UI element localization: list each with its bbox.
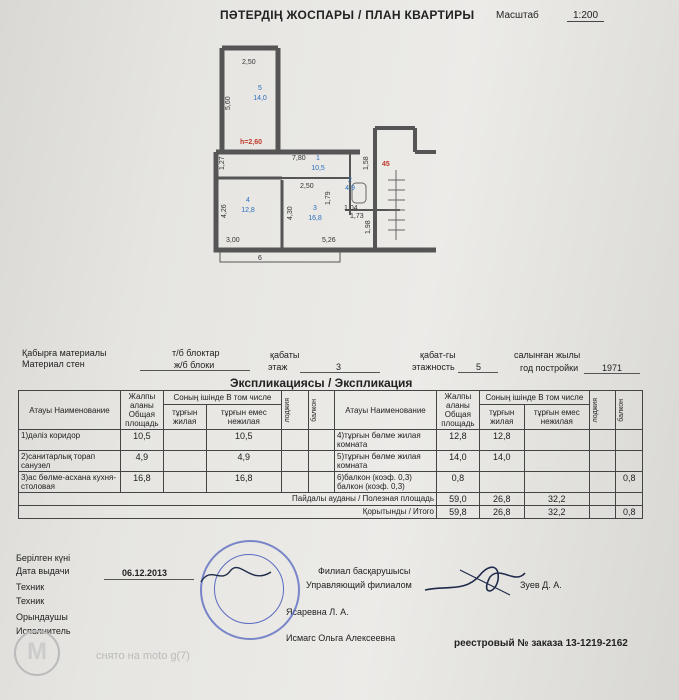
- cell-living: [163, 472, 206, 493]
- header-living-right: тұрғын жилая: [479, 405, 524, 430]
- head-signature: [420, 555, 530, 605]
- camera-watermark: снято на moto g(7): [96, 650, 190, 662]
- scale-label: Масштаб: [496, 10, 539, 21]
- total-total: 59,8: [436, 506, 479, 519]
- dim-6: 6: [258, 255, 262, 262]
- dim-1-58: 1,58: [363, 156, 370, 170]
- motorola-logo-icon: M: [14, 630, 60, 676]
- cell-total: 16,8: [120, 472, 163, 493]
- dim-1-73: 1,73: [350, 213, 364, 220]
- wall-material-value-kz: т/б блоктар: [172, 348, 220, 358]
- cell-name: 4)тұрғын бөлме жилая комната: [335, 430, 437, 451]
- dim-4-30: 4,30: [287, 206, 294, 220]
- wall-material-value-ru: ж/б блоки: [174, 360, 215, 370]
- room-2-area: 4,9: [345, 185, 355, 192]
- dim-h: h=2,60: [240, 139, 262, 146]
- dim-4-26: 4,26: [221, 204, 228, 218]
- floors-label-kz: қабат-гы: [420, 350, 456, 360]
- cell-living: [163, 451, 206, 472]
- room-4-number: 4: [246, 197, 250, 204]
- cell-living: 14,0: [479, 451, 524, 472]
- cell-total: 4,9: [120, 451, 163, 472]
- exec-label-kz: Орындаушы: [16, 612, 68, 622]
- cell-name: 2)санитарлық торап санузел: [19, 451, 121, 472]
- header-nonliving-left: тұрғын емес нежилая: [206, 405, 281, 430]
- header-loggia-right: лоджия: [591, 397, 599, 423]
- cell-total: 0,8: [436, 472, 479, 493]
- cell-nonliving: [524, 451, 589, 472]
- year-label-kz: салынған жылы: [514, 350, 581, 360]
- dim-7-80: 7,80: [292, 155, 306, 162]
- total-nonliving: 32,2: [524, 506, 589, 519]
- issued-label-ru: Дата выдачи: [16, 566, 70, 576]
- floor-label-ru: этаж: [268, 362, 288, 372]
- cell-name: 1)дәліз коридор: [19, 430, 121, 451]
- room-3-area: 16,8: [308, 215, 322, 222]
- dim-3-00: 3,00: [226, 237, 240, 244]
- dim-1-04: 1,04: [344, 205, 358, 212]
- cell-total: 14,0: [436, 451, 479, 472]
- room-2-number: 2: [348, 177, 352, 184]
- explication-table: [18, 390, 643, 519]
- floors-label-ru: этажность: [412, 362, 455, 372]
- dim-1-79: 1,79: [325, 191, 332, 205]
- stairs: [388, 170, 405, 240]
- wall-material-ru: Материал стен: [22, 359, 85, 369]
- cell-nonliving: [524, 472, 589, 493]
- page-title: ПӘТЕРДІҢ ЖОСПАРЫ / ПЛАН КВАРТИРЫ: [220, 8, 475, 22]
- cell-name: 3)ас бөлме-асхана кухня-столовая: [19, 472, 121, 493]
- year-label-ru: год постройки: [520, 363, 579, 373]
- room-4-area: 12,8: [241, 207, 255, 214]
- header-incl-right: Соның ішінде В том числе: [479, 391, 589, 405]
- header-incl-left: Соның ішінде В том числе: [163, 391, 281, 405]
- cell-balcony: [616, 451, 643, 472]
- tech-signature: [196, 560, 276, 590]
- issued-date: 06.12.2013: [122, 568, 168, 578]
- cell-living: [479, 472, 524, 493]
- floor-label-kz: қабаты: [270, 350, 300, 360]
- head-label-kz: Филиал басқарушысы: [318, 566, 411, 576]
- cell-balcony: 0,8: [616, 472, 643, 493]
- scale-value: 1:200: [567, 10, 604, 22]
- floors-value: 5: [476, 362, 482, 372]
- exec-name: Исмагс Ольга Алексеевна: [286, 633, 396, 643]
- room-3-number: 3: [313, 205, 317, 212]
- cell-living: 12,8: [479, 430, 524, 451]
- dim-1-98: 1,98: [365, 220, 372, 234]
- header-nonliving-right: тұрғын емес нежилая: [524, 405, 589, 430]
- head-label-ru: Управляющий филиалом: [306, 580, 412, 590]
- order-number: реестровый № заказа 13-1219-2162: [454, 638, 628, 649]
- issued-label-kz: Берілген күні: [16, 553, 71, 563]
- tech-label-kz: Техник: [16, 582, 45, 592]
- cell-total: 12,8: [436, 430, 479, 451]
- explication-title: Экспликациясы / Экспликация: [230, 376, 413, 390]
- header-total-left: Жалпы аланы Общая площадь: [120, 391, 163, 430]
- header-living-left: тұрғын жилая: [163, 405, 206, 430]
- cell-living: [163, 430, 206, 451]
- dim-2-50: 2,50: [242, 59, 256, 66]
- dim-5-26: 5,26: [322, 237, 336, 244]
- dim-5-60: 5,60: [225, 96, 232, 110]
- floor-plan: [200, 40, 450, 270]
- table-row: [19, 430, 643, 451]
- room-1-area: 10,5: [311, 165, 325, 172]
- tech-name: Ясаревна Л. А.: [286, 607, 349, 617]
- cell-nonliving: 10,5: [206, 430, 281, 451]
- cell-nonliving: [524, 430, 589, 451]
- total-balcony: 0,8: [616, 506, 643, 519]
- total-label: Қорытынды / Итого: [19, 506, 437, 519]
- dim-45: 45: [382, 161, 390, 168]
- dim-1-27: 1,27: [219, 156, 226, 170]
- dim-2-50b: 2,50: [300, 183, 314, 190]
- header-name-right: Атауы Наименование: [335, 391, 437, 430]
- cell-balcony: [616, 430, 643, 451]
- header-name-left: Атауы Наименование: [19, 391, 121, 430]
- tech-label-ru: Техник: [16, 596, 45, 606]
- floor-value: 3: [336, 362, 342, 372]
- table-row: [19, 451, 643, 472]
- useful-area-nonliving: 32,2: [524, 493, 589, 506]
- room-1-number: 1: [316, 155, 320, 162]
- header-loggia-left: лоджия: [284, 397, 292, 423]
- cell-total: 10,5: [120, 430, 163, 451]
- header-total-right: Жалпы аланы Общая площадь: [436, 391, 479, 430]
- table-row: [19, 472, 643, 493]
- head-name: Зуев Д. А.: [520, 580, 562, 590]
- header-balcony-right: балкон: [618, 398, 626, 422]
- cell-name: 6)балкон (коэф. 0,3) балкон (коэф. 0,3): [335, 472, 437, 493]
- cell-nonliving: 4,9: [206, 451, 281, 472]
- room-5-area: 14,0: [253, 95, 267, 102]
- room-5-number: 5: [258, 85, 262, 92]
- cell-nonliving: 16,8: [206, 472, 281, 493]
- useful-area-row: [19, 493, 643, 506]
- wall-material-kz: Қабырға материалы: [22, 348, 107, 358]
- useful-area-label: Пайдалы ауданы / Полезная площадь: [19, 493, 437, 506]
- header-balcony-left: балкон: [310, 398, 318, 422]
- total-row: [19, 506, 643, 519]
- exec-label-ru: Исполнитель: [16, 626, 71, 636]
- year-value: 1971: [602, 363, 623, 373]
- cell-name: 5)тұрғын бөлме жилая комната: [335, 451, 437, 472]
- total-living: 26,8: [479, 506, 524, 519]
- useful-area-living: 26,8: [479, 493, 524, 506]
- useful-area-total: 59,0: [436, 493, 479, 506]
